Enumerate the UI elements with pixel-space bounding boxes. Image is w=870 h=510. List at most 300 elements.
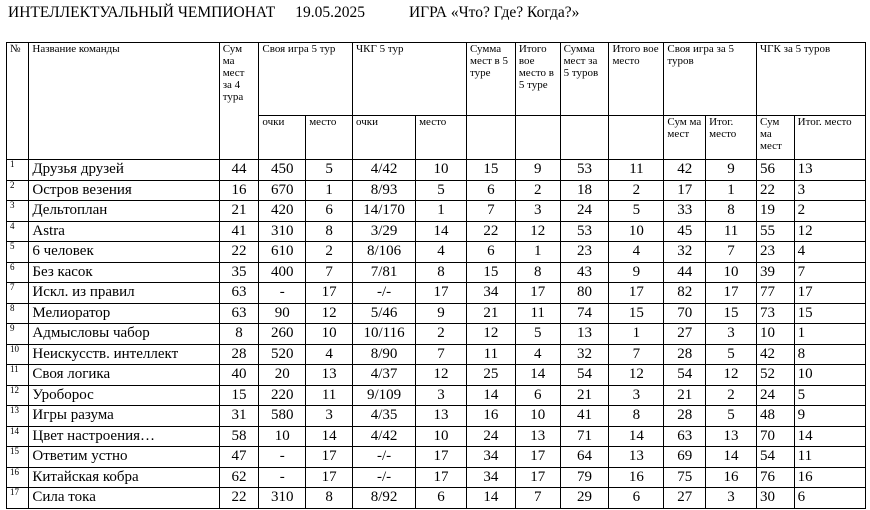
sum-places-4: 16 bbox=[219, 180, 259, 201]
chgk-sum-5-tours: 56 bbox=[757, 160, 795, 181]
svoya-sum-5-tours: 42 bbox=[664, 160, 706, 181]
header-chgk-place: место bbox=[416, 116, 467, 160]
team-number: 4 bbox=[7, 221, 29, 242]
final-place: 6 bbox=[609, 488, 664, 509]
svoya-final-place: 7 bbox=[706, 242, 757, 263]
chgk-points: 14/170 bbox=[353, 201, 416, 222]
svoya-final-place: 11 bbox=[706, 221, 757, 242]
header-svoya-5-tours: Своя игра за 5 туров bbox=[664, 43, 757, 116]
header-sum-places-4: Сум ма мест за 4 тура bbox=[219, 43, 259, 160]
svoya-final-place: 10 bbox=[706, 262, 757, 283]
place-5: 10 bbox=[515, 406, 560, 427]
sum-places-5-tours: 32 bbox=[560, 344, 609, 365]
chgk-final-place: 12 bbox=[794, 221, 865, 242]
svoya-place: 6 bbox=[306, 201, 353, 222]
chgk-final-place: 1 bbox=[794, 324, 865, 345]
chgk-points: 5/46 bbox=[353, 303, 416, 324]
sum-places-4: 44 bbox=[219, 160, 259, 181]
header-sv-points: очки bbox=[259, 116, 306, 160]
chgk-place: 7 bbox=[416, 344, 467, 365]
place-5: 7 bbox=[515, 488, 560, 509]
team-name: Без касок bbox=[29, 262, 219, 283]
header-row-top bbox=[7, 43, 866, 116]
svoya-final-place: 1 bbox=[706, 180, 757, 201]
svoya-place: 13 bbox=[306, 365, 353, 386]
team-number: 5 bbox=[7, 242, 29, 263]
chgk-sum-5-tours: 77 bbox=[757, 283, 795, 304]
place-5: 17 bbox=[515, 283, 560, 304]
chgk-place: 17 bbox=[416, 467, 467, 488]
svoya-final-place: 17 bbox=[706, 283, 757, 304]
sum-places-5: 14 bbox=[466, 385, 515, 406]
chgk-points: 4/35 bbox=[353, 406, 416, 427]
svoya-final-place: 2 bbox=[706, 385, 757, 406]
chgk-place: 2 bbox=[416, 324, 467, 345]
header-sv-total-place: Итог. место bbox=[706, 116, 757, 160]
chgk-points: 10/116 bbox=[353, 324, 416, 345]
header-num: № bbox=[7, 43, 29, 160]
team-name: Игры разума bbox=[29, 406, 219, 427]
svoya-sum-5-tours: 69 bbox=[664, 447, 706, 468]
sum-places-5: 34 bbox=[466, 283, 515, 304]
svoya-sum-5-tours: 63 bbox=[664, 426, 706, 447]
team-number: 11 bbox=[7, 365, 29, 386]
chgk-points: -/- bbox=[353, 467, 416, 488]
sum-places-4: 47 bbox=[219, 447, 259, 468]
header-team: Название команды bbox=[29, 43, 219, 160]
sum-places-4: 58 bbox=[219, 426, 259, 447]
team-name: Уроборос bbox=[29, 385, 219, 406]
chgk-final-place: 6 bbox=[794, 488, 865, 509]
team-number: 16 bbox=[7, 467, 29, 488]
table-row bbox=[7, 242, 866, 263]
sum-places-5-tours: 21 bbox=[560, 385, 609, 406]
sum-places-5: 7 bbox=[466, 201, 515, 222]
chgk-final-place: 5 bbox=[794, 385, 865, 406]
svoya-points: 310 bbox=[259, 221, 306, 242]
chgk-place: 10 bbox=[416, 426, 467, 447]
svoya-points: 400 bbox=[259, 262, 306, 283]
header-total-place-5: Итого вое место в 5 туре bbox=[515, 43, 560, 116]
team-name: Сила тока bbox=[29, 488, 219, 509]
sum-places-5: 25 bbox=[466, 365, 515, 386]
svoya-place: 17 bbox=[306, 467, 353, 488]
svoya-place: 8 bbox=[306, 221, 353, 242]
chgk-sum-5-tours: 30 bbox=[757, 488, 795, 509]
svoya-points: - bbox=[259, 283, 306, 304]
final-place: 5 bbox=[609, 201, 664, 222]
sum-places-5-tours: 74 bbox=[560, 303, 609, 324]
table-row bbox=[7, 303, 866, 324]
page-header bbox=[8, 4, 579, 22]
header-blank-1 bbox=[466, 116, 515, 160]
final-place: 7 bbox=[609, 344, 664, 365]
svoya-place: 17 bbox=[306, 447, 353, 468]
sum-places-5: 6 bbox=[466, 242, 515, 263]
chgk-points: 8/90 bbox=[353, 344, 416, 365]
svoya-sum-5-tours: 44 bbox=[664, 262, 706, 283]
chgk-points: -/- bbox=[353, 283, 416, 304]
chgk-sum-5-tours: 23 bbox=[757, 242, 795, 263]
svoya-sum-5-tours: 75 bbox=[664, 467, 706, 488]
final-place: 14 bbox=[609, 426, 664, 447]
table-row bbox=[7, 221, 866, 242]
sum-places-5-tours: 23 bbox=[560, 242, 609, 263]
table-row bbox=[7, 447, 866, 468]
sum-places-5-tours: 24 bbox=[560, 201, 609, 222]
svoya-final-place: 5 bbox=[706, 406, 757, 427]
chgk-place: 9 bbox=[416, 303, 467, 324]
sum-places-5-tours: 53 bbox=[560, 160, 609, 181]
team-number: 12 bbox=[7, 385, 29, 406]
table-header bbox=[7, 43, 866, 160]
chgk-points: 8/92 bbox=[353, 488, 416, 509]
place-5: 4 bbox=[515, 344, 560, 365]
svoya-place: 5 bbox=[306, 160, 353, 181]
chgk-final-place: 13 bbox=[794, 160, 865, 181]
table-body bbox=[7, 160, 866, 509]
table-row bbox=[7, 283, 866, 304]
chgk-sum-5-tours: 24 bbox=[757, 385, 795, 406]
place-5: 17 bbox=[515, 447, 560, 468]
sum-places-5-tours: 29 bbox=[560, 488, 609, 509]
chgk-final-place: 9 bbox=[794, 406, 865, 427]
final-place: 4 bbox=[609, 242, 664, 263]
chgk-sum-5-tours: 22 bbox=[757, 180, 795, 201]
place-5: 6 bbox=[515, 385, 560, 406]
table-row bbox=[7, 385, 866, 406]
championship-date: 19.05.2025 bbox=[295, 4, 365, 21]
svoya-final-place: 3 bbox=[706, 488, 757, 509]
sum-places-5-tours: 41 bbox=[560, 406, 609, 427]
team-name: Цвет настроения… bbox=[29, 426, 219, 447]
svoya-points: 310 bbox=[259, 488, 306, 509]
chgk-sum-5-tours: 76 bbox=[757, 467, 795, 488]
header-sum-places-5: Сумма мест в 5 туре bbox=[466, 43, 515, 116]
sum-places-5: 14 bbox=[466, 488, 515, 509]
sum-places-4: 22 bbox=[219, 242, 259, 263]
svoya-sum-5-tours: 45 bbox=[664, 221, 706, 242]
team-number: 1 bbox=[7, 160, 29, 181]
svoya-points: 520 bbox=[259, 344, 306, 365]
svoya-sum-5-tours: 32 bbox=[664, 242, 706, 263]
svoya-sum-5-tours: 33 bbox=[664, 201, 706, 222]
svoya-points: 450 bbox=[259, 160, 306, 181]
chgk-place: 5 bbox=[416, 180, 467, 201]
final-place: 16 bbox=[609, 467, 664, 488]
svoya-final-place: 16 bbox=[706, 467, 757, 488]
sum-places-5-tours: 79 bbox=[560, 467, 609, 488]
header-blank-3 bbox=[560, 116, 609, 160]
chgk-sum-5-tours: 70 bbox=[757, 426, 795, 447]
chgk-place: 12 bbox=[416, 365, 467, 386]
chgk-sum-5-tours: 19 bbox=[757, 201, 795, 222]
table-row bbox=[7, 344, 866, 365]
chgk-points: -/- bbox=[353, 447, 416, 468]
svoya-final-place: 14 bbox=[706, 447, 757, 468]
svoya-sum-5-tours: 27 bbox=[664, 324, 706, 345]
svoya-final-place: 3 bbox=[706, 324, 757, 345]
chgk-sum-5-tours: 52 bbox=[757, 365, 795, 386]
team-number: 6 bbox=[7, 262, 29, 283]
final-place: 10 bbox=[609, 221, 664, 242]
header-blank-4 bbox=[609, 116, 664, 160]
svoya-place: 7 bbox=[306, 262, 353, 283]
svoya-points: 420 bbox=[259, 201, 306, 222]
svoya-place: 8 bbox=[306, 488, 353, 509]
svoya-place: 17 bbox=[306, 283, 353, 304]
team-number: 3 bbox=[7, 201, 29, 222]
place-5: 3 bbox=[515, 201, 560, 222]
svoya-sum-5-tours: 21 bbox=[664, 385, 706, 406]
final-place: 11 bbox=[609, 160, 664, 181]
svoya-place: 10 bbox=[306, 324, 353, 345]
sum-places-4: 22 bbox=[219, 488, 259, 509]
chgk-place: 6 bbox=[416, 488, 467, 509]
svoya-points: 260 bbox=[259, 324, 306, 345]
header-chgk-sum-places: Сум ма мест bbox=[757, 116, 795, 160]
table-row bbox=[7, 488, 866, 509]
chgk-final-place: 11 bbox=[794, 447, 865, 468]
chgk-points: 7/81 bbox=[353, 262, 416, 283]
team-number: 10 bbox=[7, 344, 29, 365]
svoya-sum-5-tours: 28 bbox=[664, 406, 706, 427]
svoya-final-place: 8 bbox=[706, 201, 757, 222]
sum-places-5-tours: 13 bbox=[560, 324, 609, 345]
sum-places-5: 34 bbox=[466, 447, 515, 468]
svoya-final-place: 9 bbox=[706, 160, 757, 181]
svoya-points: 670 bbox=[259, 180, 306, 201]
svoya-sum-5-tours: 28 bbox=[664, 344, 706, 365]
chgk-points: 4/42 bbox=[353, 426, 416, 447]
chgk-final-place: 2 bbox=[794, 201, 865, 222]
header-sv-place: место bbox=[306, 116, 353, 160]
place-5: 9 bbox=[515, 160, 560, 181]
table-row bbox=[7, 426, 866, 447]
place-5: 14 bbox=[515, 365, 560, 386]
chgk-sum-5-tours: 39 bbox=[757, 262, 795, 283]
final-place: 1 bbox=[609, 324, 664, 345]
header-chgk-total-place: Итог. место bbox=[794, 116, 865, 160]
svoya-points: 20 bbox=[259, 365, 306, 386]
team-number: 13 bbox=[7, 406, 29, 427]
chgk-sum-5-tours: 54 bbox=[757, 447, 795, 468]
chgk-points: 8/106 bbox=[353, 242, 416, 263]
sum-places-4: 35 bbox=[219, 262, 259, 283]
chgk-final-place: 8 bbox=[794, 344, 865, 365]
svoya-place: 4 bbox=[306, 344, 353, 365]
final-place: 2 bbox=[609, 180, 664, 201]
sum-places-5-tours: 80 bbox=[560, 283, 609, 304]
svoya-final-place: 5 bbox=[706, 344, 757, 365]
place-5: 12 bbox=[515, 221, 560, 242]
final-place: 8 bbox=[609, 406, 664, 427]
sum-places-5-tours: 43 bbox=[560, 262, 609, 283]
chgk-sum-5-tours: 10 bbox=[757, 324, 795, 345]
sum-places-5: 12 bbox=[466, 324, 515, 345]
svoya-sum-5-tours: 54 bbox=[664, 365, 706, 386]
sum-places-5-tours: 64 bbox=[560, 447, 609, 468]
header-final-place: Итого вое место bbox=[609, 43, 664, 116]
header-sum-places-5-tours: Сумма мест за 5 туров bbox=[560, 43, 609, 116]
header-blank-2 bbox=[515, 116, 560, 160]
sum-places-5: 11 bbox=[466, 344, 515, 365]
chgk-place: 17 bbox=[416, 447, 467, 468]
svoya-points: 220 bbox=[259, 385, 306, 406]
team-name: Адмысловы чабор bbox=[29, 324, 219, 345]
place-5: 2 bbox=[515, 180, 560, 201]
team-number: 14 bbox=[7, 426, 29, 447]
place-5: 13 bbox=[515, 426, 560, 447]
table-row bbox=[7, 180, 866, 201]
place-5: 8 bbox=[515, 262, 560, 283]
chgk-final-place: 15 bbox=[794, 303, 865, 324]
svoya-points: 580 bbox=[259, 406, 306, 427]
svoya-points: - bbox=[259, 467, 306, 488]
sum-places-5: 16 bbox=[466, 406, 515, 427]
team-name: Astra bbox=[29, 221, 219, 242]
chgk-final-place: 4 bbox=[794, 242, 865, 263]
table-row bbox=[7, 365, 866, 386]
chgk-points: 4/42 bbox=[353, 160, 416, 181]
svoya-place: 3 bbox=[306, 406, 353, 427]
sum-places-5-tours: 54 bbox=[560, 365, 609, 386]
svoya-place: 12 bbox=[306, 303, 353, 324]
svoya-final-place: 13 bbox=[706, 426, 757, 447]
chgk-final-place: 17 bbox=[794, 283, 865, 304]
sum-places-5-tours: 53 bbox=[560, 221, 609, 242]
chgk-place: 4 bbox=[416, 242, 467, 263]
team-name: Ответим устно bbox=[29, 447, 219, 468]
chgk-place: 3 bbox=[416, 385, 467, 406]
svoya-points: 90 bbox=[259, 303, 306, 324]
team-number: 8 bbox=[7, 303, 29, 324]
svoya-points: 610 bbox=[259, 242, 306, 263]
chgk-sum-5-tours: 48 bbox=[757, 406, 795, 427]
sum-places-4: 40 bbox=[219, 365, 259, 386]
sum-places-4: 62 bbox=[219, 467, 259, 488]
sum-places-4: 28 bbox=[219, 344, 259, 365]
chgk-sum-5-tours: 73 bbox=[757, 303, 795, 324]
svoya-sum-5-tours: 70 bbox=[664, 303, 706, 324]
team-number: 15 bbox=[7, 447, 29, 468]
team-name: 6 человек bbox=[29, 242, 219, 263]
svoya-place: 11 bbox=[306, 385, 353, 406]
place-5: 5 bbox=[515, 324, 560, 345]
game-title: ИГРА «Что? Где? Когда?» bbox=[408, 4, 580, 21]
sum-places-5: 15 bbox=[466, 262, 515, 283]
sum-places-4: 15 bbox=[219, 385, 259, 406]
sum-places-5: 22 bbox=[466, 221, 515, 242]
place-5: 17 bbox=[515, 467, 560, 488]
chgk-final-place: 16 bbox=[794, 467, 865, 488]
svoya-place: 2 bbox=[306, 242, 353, 263]
team-name: Своя логика bbox=[29, 365, 219, 386]
chgk-points: 3/29 bbox=[353, 221, 416, 242]
svoya-sum-5-tours: 17 bbox=[664, 180, 706, 201]
chgk-final-place: 10 bbox=[794, 365, 865, 386]
sum-places-4: 8 bbox=[219, 324, 259, 345]
chgk-place: 1 bbox=[416, 201, 467, 222]
svoya-sum-5-tours: 82 bbox=[664, 283, 706, 304]
team-name: Искл. из правил bbox=[29, 283, 219, 304]
team-number: 7 bbox=[7, 283, 29, 304]
sum-places-4: 21 bbox=[219, 201, 259, 222]
svoya-place: 1 bbox=[306, 180, 353, 201]
place-5: 11 bbox=[515, 303, 560, 324]
sum-places-4: 63 bbox=[219, 303, 259, 324]
team-name: Друзья друзей bbox=[29, 160, 219, 181]
chgk-place: 13 bbox=[416, 406, 467, 427]
team-name: Неискусств. интеллект bbox=[29, 344, 219, 365]
table-row bbox=[7, 324, 866, 345]
sum-places-5: 6 bbox=[466, 180, 515, 201]
svoya-place: 14 bbox=[306, 426, 353, 447]
sum-places-5-tours: 71 bbox=[560, 426, 609, 447]
svoya-sum-5-tours: 27 bbox=[664, 488, 706, 509]
chgk-points: 4/37 bbox=[353, 365, 416, 386]
chgk-place: 8 bbox=[416, 262, 467, 283]
team-name: Мелиоратор bbox=[29, 303, 219, 324]
team-name: Дельтоплан bbox=[29, 201, 219, 222]
chgk-points: 8/93 bbox=[353, 180, 416, 201]
team-name: Китайская кобра bbox=[29, 467, 219, 488]
header-chgk-5-tours: ЧГК за 5 туров bbox=[757, 43, 866, 116]
sum-places-5: 21 bbox=[466, 303, 515, 324]
chgk-final-place: 7 bbox=[794, 262, 865, 283]
sum-places-5: 24 bbox=[466, 426, 515, 447]
header-chgk-5: ЧКГ 5 тур bbox=[353, 43, 467, 116]
table-row bbox=[7, 406, 866, 427]
final-place: 9 bbox=[609, 262, 664, 283]
svoya-final-place: 12 bbox=[706, 365, 757, 386]
sum-places-4: 63 bbox=[219, 283, 259, 304]
table-row bbox=[7, 201, 866, 222]
chgk-sum-5-tours: 42 bbox=[757, 344, 795, 365]
final-place: 3 bbox=[609, 385, 664, 406]
final-place: 17 bbox=[609, 283, 664, 304]
table-row bbox=[7, 262, 866, 283]
table-row bbox=[7, 160, 866, 181]
chgk-points: 9/109 bbox=[353, 385, 416, 406]
chgk-place: 10 bbox=[416, 160, 467, 181]
header-svoya-5: Своя игра 5 тур bbox=[259, 43, 353, 116]
sum-places-4: 41 bbox=[219, 221, 259, 242]
svoya-points: 10 bbox=[259, 426, 306, 447]
final-place: 12 bbox=[609, 365, 664, 386]
chgk-sum-5-tours: 55 bbox=[757, 221, 795, 242]
chgk-place: 14 bbox=[416, 221, 467, 242]
team-name: Остров везения bbox=[29, 180, 219, 201]
sum-places-5-tours: 18 bbox=[560, 180, 609, 201]
place-5: 1 bbox=[515, 242, 560, 263]
sum-places-5: 15 bbox=[466, 160, 515, 181]
svoya-points: - bbox=[259, 447, 306, 468]
svoya-final-place: 15 bbox=[706, 303, 757, 324]
chgk-final-place: 14 bbox=[794, 426, 865, 447]
final-place: 15 bbox=[609, 303, 664, 324]
team-number: 9 bbox=[7, 324, 29, 345]
table-row bbox=[7, 467, 866, 488]
championship-title: ИНТЕЛЛЕКТУАЛЬНЫЙ ЧЕМПИОНАТ bbox=[8, 4, 276, 21]
chgk-final-place: 3 bbox=[794, 180, 865, 201]
sum-places-5: 34 bbox=[466, 467, 515, 488]
team-number: 2 bbox=[7, 180, 29, 201]
sum-places-4: 31 bbox=[219, 406, 259, 427]
team-number: 17 bbox=[7, 488, 29, 509]
final-place: 13 bbox=[609, 447, 664, 468]
header-sv-sum-places: Сум ма мест bbox=[664, 116, 706, 160]
